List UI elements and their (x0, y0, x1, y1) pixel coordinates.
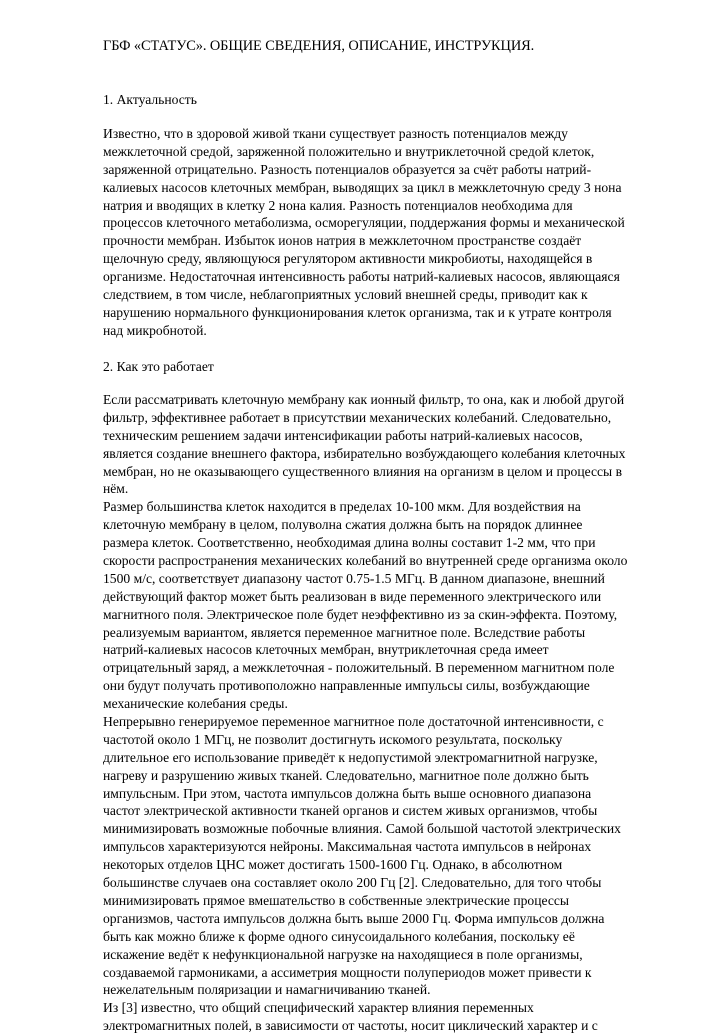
text-line: организмов, частота импульсов должна быть выше 2000 Гц. Форма импульсов должна (103, 910, 605, 926)
text-line: они будут получать противоположно направленные импульсы силы, возбуждающие (103, 678, 590, 694)
text-line: натрия и вводящих в клетку 2 нона калия. Разность потенциалов необходима для (103, 197, 573, 213)
text-line: искажение ведёт к нефункциональной нагрузке на находящиеся в поле организмы, (103, 946, 583, 962)
section-heading-relevance: 1. Актуальность (103, 92, 197, 107)
text-line: электромагнитных полей, в зависимости от частоты, носит циклический характер и с (103, 1018, 598, 1034)
text-line: механические колебания среды. (103, 696, 288, 712)
text-line: клеточную мембрану в целом, полуволна сжатия должна быть на порядок длиннее (103, 517, 583, 533)
text-line: импульсным. При этом, частота импульсов должна быть выше основного диапазона (103, 785, 592, 801)
text-line: заряженной отрицательно. Разность потенциалов образуется за счёт работы натрий- (103, 161, 592, 177)
text-line: Если рассматривать клеточную мембрану как ионный фильтр, то она, как и любой другой (103, 392, 625, 407)
text-line: частотой около 1 МГц, не позволит достигнуть искомого результата, поскольку (103, 731, 563, 747)
text-line: техническим решением задачи интенсификации работы натрий-калиевых насосов, (103, 427, 583, 443)
text-line: является создание внешнего фактора, избирательно возбуждающего колебания клеточных (103, 445, 626, 461)
text-line: Из [3] известно, что общий специфический характер влияния переменных (103, 1000, 534, 1016)
text-line: импульсов характеризуются нейроны. Максимальная частота импульсов в нейронах (103, 839, 592, 855)
text-line: щелочную среду, являющуюся регулятором активности микробиоты, находящейся в (103, 251, 593, 267)
text-line: фильтр, эффективнее работает в присутствии механических колебаний. Следовательно, (103, 409, 612, 425)
text-line: размера клеток. Соответственно, необходимая длина волны составит 1-2 мм, что при (103, 535, 596, 551)
text-line: частот электрической активности тканей органов и систем живых организмов, чтобы (103, 803, 598, 819)
text-line: процессов клеточного метаболизма, осморегуляции, поддержания формы и механической (103, 215, 625, 231)
text-line: Размер большинства клеток находится в пределах 10-100 мкм. Для воздействия на (103, 499, 581, 515)
text-line: создаваемой гармониками, а ассиметрия мощности полупериодов может привести к (103, 964, 592, 980)
text-line: Непрерывно генерируемое переменное магнитное поле достаточной интенсивности, с (103, 714, 604, 730)
text-line: нежелательным поляризации и намагничиванию тканей. (103, 982, 431, 998)
section-body-how-it-works (103, 391, 663, 1035)
text-line: некоторых отделов ЦНС может достигать 1500-1600 Гц. Однако, в абсолютном (103, 857, 563, 873)
text-line: магнитного поля. Электрическое поле будет неэффективно из за скин-эффекта. Поэтому, (103, 606, 618, 622)
text-line: большинстве случаев она составляет около 200 Гц [2]. Следовательно, для того чтобы (103, 875, 602, 891)
text-line: длительное его использование приведёт к недопустимой электромагнитной нагрузке, (103, 749, 598, 765)
text-line: нагреву и разрушению живых тканей. Следовательно, магнитное поле должно быть (103, 767, 589, 783)
text-line: реализуемым вариантом, является переменное магнитное поле. Вследствие работы (103, 624, 586, 640)
text-line: минимизировать возможные побочные влияния. Самой большой частотой электрических (103, 821, 621, 837)
text-line: минимизировать прямое вмешательство в собственные электрические процессы (103, 892, 570, 908)
text-line: отрицательный заряд, а межклеточная - положительный. В переменном магнитном поле (103, 660, 615, 676)
text-line: натрий-калиевых насосов клеточных мембран, внутриклеточная среда имеет (103, 642, 549, 658)
text-line: Известно, что в здоровой живой ткани существует разность потенциалов между (103, 126, 568, 141)
text-line: мембран, но не оказывающего существенного влияния на организм в целом и процессы в (103, 463, 622, 479)
document-title: ГБФ «СТАТУС». ОБЩИЕ СВЕДЕНИЯ, ОПИСАНИЕ, ИНСТРУКЦИЯ. (103, 38, 535, 54)
text-line: межклеточной средой, заряженной положительно и внутриклеточной средой клеток, (103, 143, 595, 159)
text-line: быть как можно ближе к форме одного синусоидального колебания, поскольку её (103, 928, 575, 944)
text-line: над микробнотой. (103, 322, 207, 338)
text-line: нём. (103, 481, 129, 497)
text-line: нарушению нормального функционирования клеток организма, так и к утрате контроля (103, 304, 612, 320)
text-line: следствием, в том числе, неблагоприятных условий внешней среды, приводит как к (103, 287, 588, 303)
text-line: 1500 м/с, соответствует диапазону частот 0.75-1.5 МГц. В данном диапазоне, внешний (103, 570, 605, 586)
text-line: действующий фактор может быть реализован в виде переменного электрического или (103, 588, 602, 604)
text-line: прочности мембран. Избыток ионов натрия в межклеточном пространстве создаёт (103, 233, 582, 249)
text-line: калиевых насосов клеточных мембран, выводящих за цикл в межклеточную среду 3 нона (103, 179, 622, 195)
text-line: организме. Недостаточная интенсивность работы натрий-калиевых насосов, являющаяся (103, 269, 620, 285)
section-body-relevance (103, 125, 663, 340)
section-heading-how-it-works: 2. Как это работает (103, 359, 214, 374)
text-line: скорости распространения механических колебаний во внутренней среде организма около (103, 553, 628, 569)
